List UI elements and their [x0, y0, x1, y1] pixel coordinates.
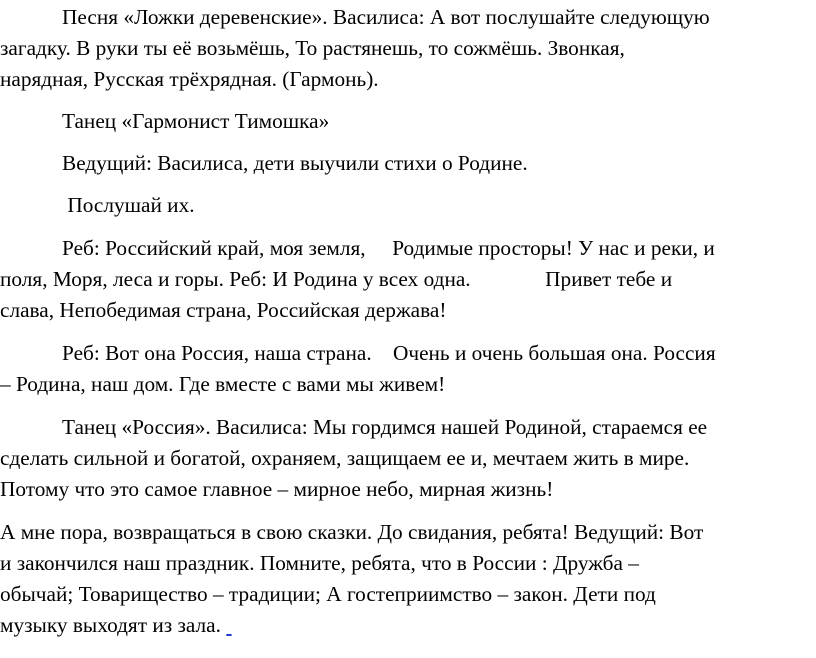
text-line: Танец «Гармонист Тимошка» [62, 109, 330, 133]
text-line: – Родина, наш дом. Где вместе с вами мы живем! [0, 372, 446, 396]
text-line: сделать сильной и богатой, охраняем, защищаем ее и, мечтаем жить в мире. [0, 446, 690, 470]
text-line: А мне пора, возвращаться в свою сказки. До свидания, ребята! Ведущий: Вот [0, 520, 704, 544]
text-line: Реб: Российский край, моя земля, Родимые просторы! У нас и реки, и [62, 236, 715, 260]
text-line: поля, Моря, леса и горы. Реб: И Родина у всех одна. Привет тебе и [0, 267, 673, 291]
text-line: Потому что это самое главное – мирное небо, мирная жизнь! [0, 477, 554, 501]
text-line [0, 610, 232, 640]
text-line: Песня «Ложки деревенские». Василиса: А вот послушайте следующую [62, 5, 710, 29]
text-line: загадку. В руки ты её возьмёшь, То растянешь, то сожмёшь. Звонкая, [0, 36, 625, 60]
text-line: слава, Непобедимая страна, Российская держава! [0, 298, 447, 322]
text-line: Ведущий: Василиса, дети выучили стихи о Родине. [62, 151, 528, 175]
text-line: Послушай их. [62, 193, 195, 217]
last-line-text: музыку выходят из зала. [0, 613, 227, 637]
text-line: и закончился наш праздник. Помните, ребята, что в России : Дружба – [0, 551, 639, 575]
text-line: Танец «Россия». Василиса: Мы гордимся нашей Родиной, стараемся ее [62, 415, 708, 439]
trailing-link[interactable] [226, 613, 231, 637]
text-line: нарядная, Русская трёхрядная. (Гармонь). [0, 67, 379, 91]
text-line: Реб: Вот она Россия, наша страна. Очень и очень большая она. Россия [62, 341, 716, 365]
text-line: обычай; Товарищество – традиции; А гостеприимство – закон. Дети под [0, 582, 656, 606]
